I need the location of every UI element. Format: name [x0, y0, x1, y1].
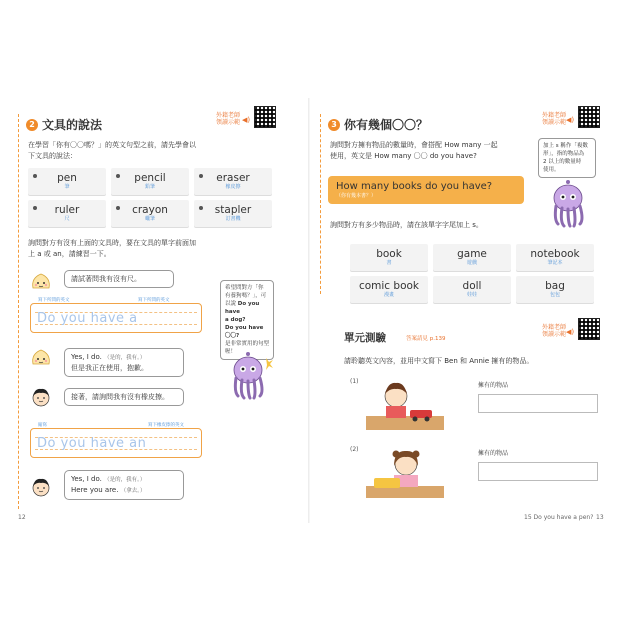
word-card: notebook 筆記本 [516, 244, 594, 271]
article-paragraph: 詢問對方有沒有上面的文具時，要在文具的單字前面加 上 a 或 an，請練習一下。 [28, 239, 196, 258]
tip-label: 寫下橡皮擦的英文 [148, 423, 184, 428]
speech-bubble: 接著，請詢問我有沒有橡皮擦。 [64, 388, 184, 406]
girl-with-bag-illustration [366, 446, 444, 498]
bun-character-icon [30, 346, 52, 368]
page-number: 13 [596, 514, 604, 521]
speaker-icon: ◀) [566, 328, 575, 336]
word-card: game 遊戲 [433, 244, 511, 271]
trace-text: Do you have an [37, 436, 147, 451]
word-card: doll 娃娃 [433, 276, 511, 303]
word-card: pen 筆 [28, 168, 106, 195]
left-margin-dashes [18, 114, 19, 509]
word-card: crayon 蠟筆 [111, 200, 189, 227]
section-number-badge: 3 [328, 119, 340, 131]
speech-bubble: 請試著問我有沒有尺。 [64, 270, 174, 288]
intro-paragraph: 詢問對方擁有物品的數量時，會搭配 How many 一起 使用，英文是 How many 〇〇 do you have? [330, 141, 498, 160]
page-footer: 15 Do you have a pen? [524, 514, 594, 521]
trace-text: Do you have a [37, 311, 138, 326]
noun-cards [350, 244, 594, 303]
word-card: pencil 鉛筆 [111, 168, 189, 195]
qr-code[interactable] [578, 318, 600, 340]
stationery-cards [28, 168, 272, 227]
section-2-header [26, 116, 102, 133]
right-page [310, 98, 612, 523]
tip-label: 寫下所問的英文 [138, 298, 170, 303]
writing-box[interactable] [30, 303, 202, 333]
word-card: bag 包包 [516, 276, 594, 303]
question-number: (1) [350, 378, 359, 385]
section-title: 你有幾個〇〇？ [344, 118, 429, 132]
section-title: 文具的說法 [42, 118, 103, 132]
octopus-mascot-icon [226, 348, 276, 400]
tip-note: 加上 s 稱作「複數 形」，指的物品為 2 以上的數量時 使用。 [538, 138, 596, 178]
speaker-icon: ◀) [242, 116, 251, 124]
tip-label: 縮寫 [38, 423, 47, 428]
boy-character-icon [30, 386, 52, 408]
word-card: ruler 尺 [28, 200, 106, 227]
boy-with-toy-car-illustration [366, 378, 444, 430]
octopus-mascot-icon [546, 176, 592, 230]
section-number-badge: 2 [26, 119, 38, 131]
qr-label: 外籍老師 領讀示範 [215, 112, 240, 126]
right-margin-dashes [320, 114, 321, 294]
section-3-header [328, 116, 428, 133]
plural-paragraph: 詢問對方有多少物品時，請在該單字字尾加上 s。 [330, 221, 483, 229]
tip-label: 寫下所問的英文 [38, 298, 70, 303]
question-number: (2) [350, 446, 359, 453]
word-card: stapler 訂書機 [194, 200, 272, 227]
answer-field-1[interactable] [478, 394, 598, 413]
bun-character-icon [30, 270, 52, 292]
answer-label: 擁有的物品 [478, 382, 509, 389]
word-card: comic book 漫畫 [350, 276, 428, 303]
boy-character-icon [30, 476, 52, 498]
qr-label: 外籍老師 領讀示範 [541, 112, 566, 126]
answer-reference: 答案請見 p.139 [406, 336, 446, 342]
answer-field-2[interactable] [478, 462, 598, 481]
book-spread [8, 98, 612, 523]
quiz-title: 單元測驗 [344, 332, 386, 344]
quiz-instruction: 請聆聽英文內容，並用中文寫下 Ben 和 Annie 擁有的物品。 [344, 357, 534, 365]
qr-code[interactable] [254, 106, 276, 128]
writing-box[interactable] [30, 428, 202, 458]
tip-note: 希望問對方「你 有養狗嗎？」，可 以說 Do you have a dog? Do you have 〇〇? 是非常實用的句型 喔！ [220, 280, 274, 360]
left-page [8, 98, 310, 523]
answer-label: 擁有的物品 [478, 450, 509, 457]
intro-paragraph: 在學習「你有〇〇嗎？」的英文句型之前，請先學會以 下文具的說法： [28, 141, 196, 160]
speech-bubble: Yes, I do. （是的，我有。） 但是我正在使用，抱歉。 [64, 348, 184, 377]
word-card: eraser 橡皮擦 [194, 168, 272, 195]
speaker-icon: ◀) [566, 116, 575, 124]
speech-bubble: Yes, I do. （是的，我有。） Here you are. （拿去。） [64, 470, 184, 500]
example-sentence-box: How many books do you have? （你有幾本書？） [328, 176, 524, 204]
qr-code[interactable] [578, 106, 600, 128]
qr-label: 外籍老師 領讀示範 [541, 324, 566, 338]
page-number: 12 [18, 514, 26, 521]
word-card: book 書 [350, 244, 428, 271]
